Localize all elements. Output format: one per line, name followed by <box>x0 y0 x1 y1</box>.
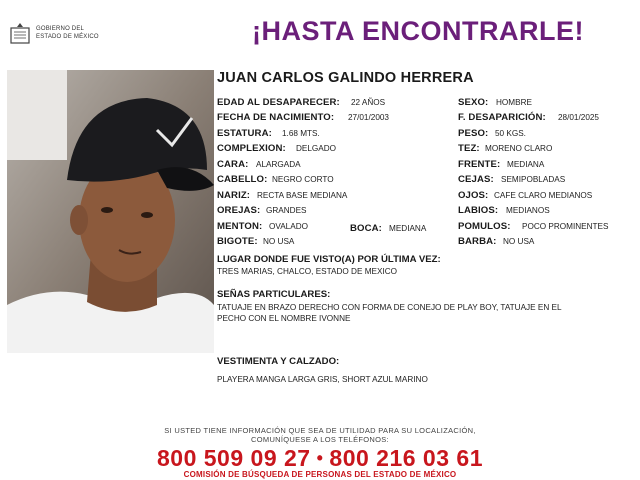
nariz-label: NARIZ: <box>217 190 251 201</box>
boca-value: MEDIANA <box>389 224 427 233</box>
nariz-value: RECTA BASE MEDIANA <box>257 191 348 200</box>
state-seal-icon <box>8 22 32 46</box>
gov-line-1: GOBIERNO DEL <box>36 26 85 32</box>
estatura-value: 1.68 MTS. <box>282 129 320 138</box>
ojos-label: OJOS: <box>458 190 489 201</box>
peso-value: 50 KGS. <box>495 129 526 138</box>
person-name: JUAN CARLOS GALINDO HERRERA <box>217 70 474 86</box>
sexo-label: SEXO: <box>458 97 489 108</box>
clothing-value: PLAYERA MANGA LARGA GRIS, SHORT AZUL MARINO <box>217 375 428 384</box>
cabello-value: NEGRO CORTO <box>272 175 334 184</box>
contact-note-line-1: SI USTED TIENE INFORMACIÓN QUE SEA DE UTILIDAD PARA SU LOCALIZACIÓN, <box>164 426 476 435</box>
cara-value: ALARGADA <box>256 160 301 169</box>
pomulos-label: POMULOS: <box>458 221 511 232</box>
orejas-label: OREJAS: <box>217 205 261 216</box>
marks-line-2: PECHO CON EL NOMBRE IVONNE <box>217 314 351 323</box>
government-logo <box>8 22 118 46</box>
complexion-label: COMPLEXION: <box>217 143 286 154</box>
pomulos-value: POCO PROMINENTES <box>522 222 609 231</box>
tez-value: MORENO CLARO <box>485 144 553 153</box>
contact-note-line-2: COMUNÍQUESE A LOS TELÉFONOS: <box>251 435 389 444</box>
frente-value: MEDIANA <box>507 160 545 169</box>
cejas-label: CEJAS: <box>458 174 494 185</box>
cejas-value: SEMIPOBLADAS <box>501 175 566 184</box>
commission-name: COMISIÓN DE BÚSQUEDA DE PERSONAS DEL ESTADO DE MÉXICO <box>183 470 457 479</box>
barba-value: NO USA <box>503 237 535 246</box>
fecha-nacimiento-label: FECHA DE NACIMIENTO: <box>217 112 335 123</box>
labios-label: LABIOS: <box>458 205 499 216</box>
phone-row <box>0 445 640 472</box>
last-seen-value: TRES MARIAS, CHALCO, ESTADO DE MEXICO <box>217 267 398 276</box>
sexo-value: HOMBRE <box>496 98 532 107</box>
contact-note <box>0 426 640 444</box>
boca-label: BOCA: <box>350 223 382 234</box>
fecha-desaparicion-value: 28/01/2025 <box>558 113 599 122</box>
missing-person-photo <box>7 70 214 353</box>
fecha-nacimiento-value: 27/01/2003 <box>348 113 389 122</box>
ojos-value: CAFE CLARO MEDIANOS <box>494 191 593 200</box>
headline: ¡HASTA ENCONTRARLE! <box>252 16 584 46</box>
frente-label: FRENTE: <box>458 159 501 170</box>
gov-line-2: ESTADO DE MÉXICO <box>36 34 99 40</box>
portrait-illustration <box>7 70 214 353</box>
government-text <box>36 25 99 41</box>
marks-line-1: TATUAJE EN BRAZO DERECHO CON FORMA DE CONEJO DE PLAY BOY, TATUAJE EN EL <box>217 303 562 312</box>
estatura-label: ESTATURA: <box>217 128 272 139</box>
labios-value: MEDIANOS <box>506 206 550 215</box>
cabello-label: CABELLO: <box>217 174 268 185</box>
cara-label: CARA: <box>217 159 249 170</box>
phone-number-1[interactable]: 800 509 09 27 <box>157 445 311 471</box>
phone-number-2[interactable]: 800 216 03 61 <box>329 445 483 471</box>
tez-label: TEZ: <box>458 143 480 154</box>
complexion-value: DELGADO <box>296 144 337 153</box>
edad-label: EDAD AL DESAPARECER: <box>217 97 340 108</box>
barba-label: BARBA: <box>458 236 497 247</box>
edad-value: 22 AÑOS <box>351 98 386 107</box>
orejas-value: GRANDES <box>266 206 307 215</box>
peso-label: PESO: <box>458 128 489 139</box>
particular-marks-text <box>217 302 627 324</box>
fecha-desaparicion-label: F. DESAPARICIÓN: <box>458 112 546 123</box>
menton-value: OVALADO <box>269 222 308 231</box>
bigote-label: BIGOTE: <box>217 236 258 247</box>
bigote-value: NO USA <box>263 237 295 246</box>
clothing-label: VESTIMENTA Y CALZADO: <box>217 356 340 367</box>
particular-marks-label: SEÑAS PARTICULARES: <box>217 289 331 300</box>
last-seen-label: LUGAR DONDE FUE VISTO(A) POR ÚLTIMA VEZ: <box>217 254 441 265</box>
phone-separator: • <box>316 448 324 468</box>
menton-label: MENTON: <box>217 221 263 232</box>
